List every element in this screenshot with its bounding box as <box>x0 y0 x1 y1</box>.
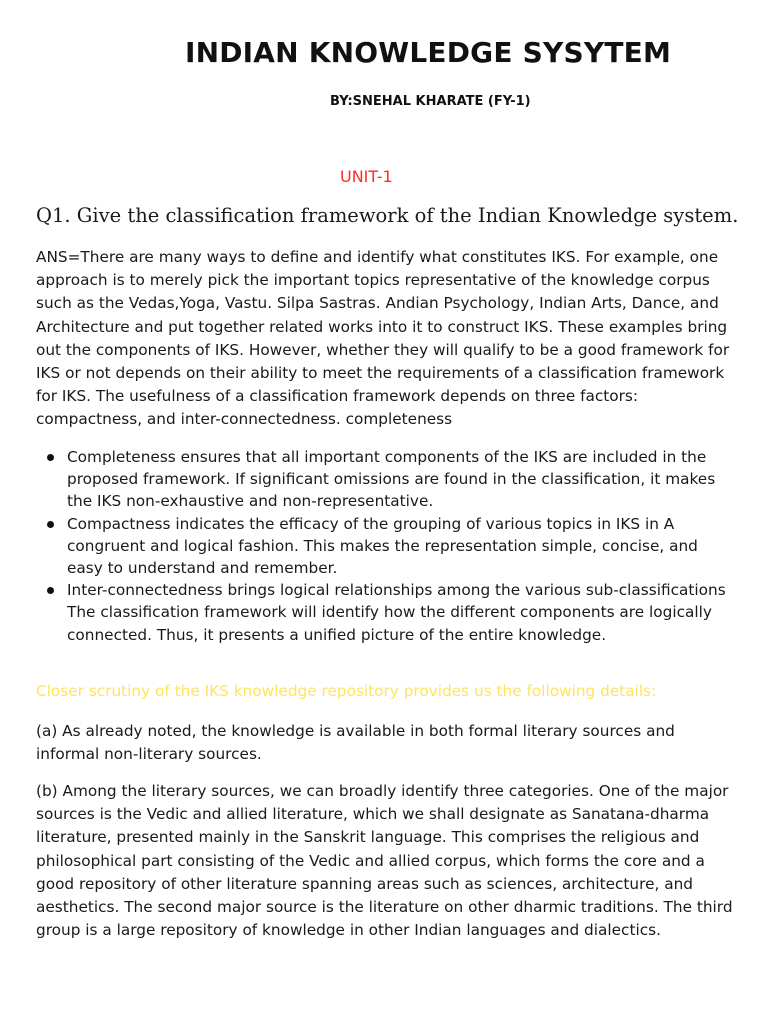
list-item-inter-connectedness <box>36 579 736 646</box>
list-item-text: Inter-connectedness brings logical relationships among the various sub-classifications The classification framework will identify how the different components are logically connected. Thus, it presents a unified picture of the entire knowledge. <box>67 581 726 644</box>
unit-heading: UNIT-1 <box>340 167 393 186</box>
document-title: INDIAN KNOWLEDGE SYSYTEM <box>184 36 672 69</box>
author-byline: BY:SNEHAL KHARATE (FY-1) <box>330 94 531 109</box>
list-item-text: Compactness indicates the efficacy of the grouping of various topics in IKS in A congruent and logical fashion. This makes the representation simple, concise, and easy to understand and remember. <box>67 514 698 578</box>
paragraph-a: (a) As already noted, the knowledge is available in both formal literary sources and informal non-literary sources. <box>36 722 675 764</box>
bullet-icon <box>47 454 54 461</box>
question-heading: Q1. Give the classification framework of the Indian Knowledge system. <box>36 204 739 227</box>
highlighted-note: Closer scrutiny of the IKS knowledge repository provides us the following details: <box>36 682 657 700</box>
criteria-list <box>36 446 736 646</box>
answer-paragraph: ANS=There are many ways to define and identify what constitutes IKS. For example, one approach is to merely pick the important topics representative of the knowledge corpus such as the Vedas,Yoga, Vastu. Silpa Sastras. Andian Psychology, Indian Arts, Dance, and Architecture and put together related works into it to construct IKS. These examples bring out the components of IKS. However, whether they will qualify to be a good framework for IKS or not depends on their ability to meet the requirements of a classification framework for IKS. The usefulness of a classification framework depends on three factors: compactness, and inter-connectedness. completeness <box>36 248 730 429</box>
list-item-completeness <box>36 446 736 513</box>
paragraph-b: (b) Among the literary sources, we can broadly identify three categories. One of the major sources is the Vedic and allied literature, which we shall designate as Sanatana-dharma literature, presented mainly in the Sanskrit language. This comprises the religious and philosophical part consisting of the Vedic and allied corpus, which forms the core and a good repository of other literature spanning areas such as sciences, architecture, and aesthetics. The second major source is the literature on other dharmic traditions. The third group is a large repository of knowledge in other Indian languages and dialectics. <box>36 782 733 940</box>
list-item-compactness <box>36 513 736 580</box>
bullet-icon <box>47 587 54 594</box>
list-item-text: Completeness ensures that all important components of the IKS are included in the proposed framework. If significant omissions are found in the classification, it makes the IKS non-exhaustive and non-representative. <box>67 448 716 511</box>
bullet-icon <box>47 521 54 528</box>
